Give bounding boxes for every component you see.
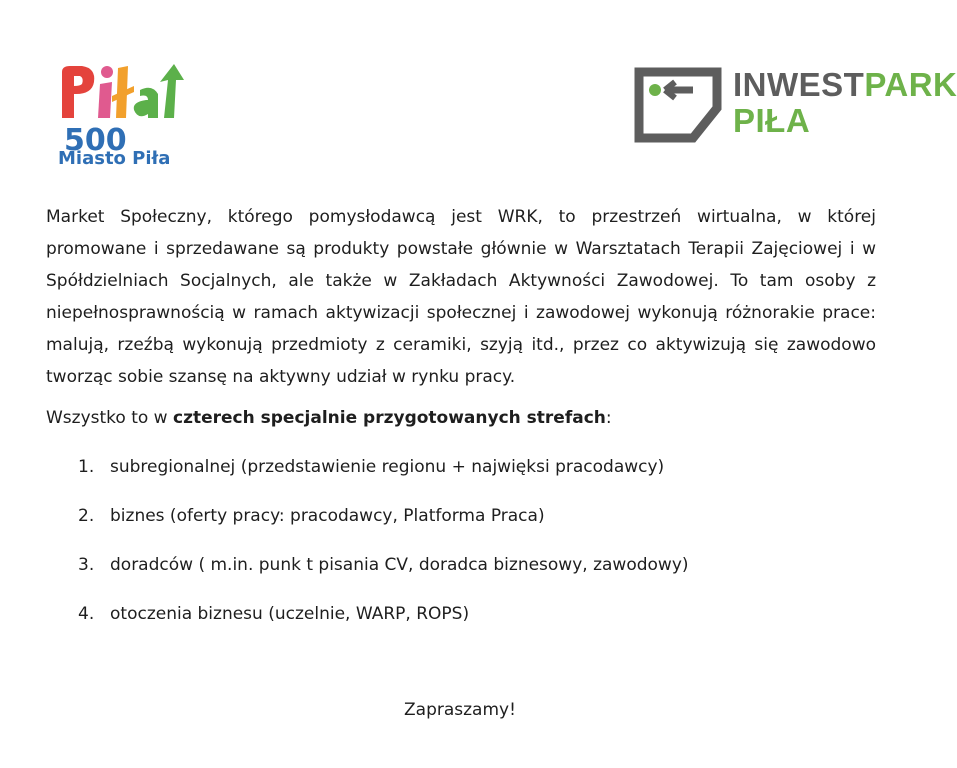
- zones-list: [78, 452, 689, 648]
- list-item-number: 4.: [78, 604, 95, 624]
- list-item: [78, 452, 689, 501]
- zones-intro: [46, 403, 612, 433]
- list-item: [78, 550, 689, 599]
- list-item: [78, 599, 689, 648]
- zones-intro-lead: Wszystko to w: [46, 408, 173, 428]
- list-item-number: 1.: [78, 457, 95, 477]
- list-item-text: doradców ( m.in. punk t pisania CV, doradca biznesowy, zawodowy): [110, 555, 689, 575]
- closing-text: Zapraszamy!: [404, 700, 516, 720]
- inwest-word: INWEST: [733, 66, 865, 103]
- list-item-text: subregionalnej (przedstawienie regionu + najwięksi pracodawcy): [110, 457, 665, 477]
- zones-intro-bold: czterech specjalnie przygotowanych strefach: [173, 408, 606, 428]
- description-paragraph: Market Społeczny, którego pomysłodawcą jest WRK, to przestrzeń wirtualna, w której promowane i sprzedawane są produkty powstałe głównie w Warsztatach Terapii Zajęciowej i w Spółdzielniach Socjalnych, ale także w Zakładach Aktywności Zawodowej. To tam osoby z niepełnosprawnością w ramach aktywizacji społecznej i zawodowej wykonują różnorakie prace: malują, rzeźbą wykonują przedmioty z ceramiki, szyją itd., przez co aktywizują się zawodowo tworząc sobie szansę na aktywny udział w rynku pracy.: [46, 207, 876, 387]
- pila-logo-caption: Miasto Piła: [58, 148, 171, 169]
- list-item-number: 2.: [78, 506, 95, 526]
- list-item-text: otoczenia biznesu (uczelnie, WARP, ROPS): [110, 604, 470, 624]
- list-item-text: biznes (oferty pracy: pracodawcy, Platforma Praca): [110, 506, 545, 526]
- pila-word: PIŁA: [733, 102, 811, 139]
- pila-500-number: 500: [64, 123, 127, 158]
- list-item-number: 3.: [78, 555, 95, 575]
- list-item: [78, 501, 689, 550]
- zones-intro-colon: :: [605, 408, 612, 428]
- park-word: PARK: [864, 66, 957, 103]
- inwestpark-wordmark: [733, 66, 957, 104]
